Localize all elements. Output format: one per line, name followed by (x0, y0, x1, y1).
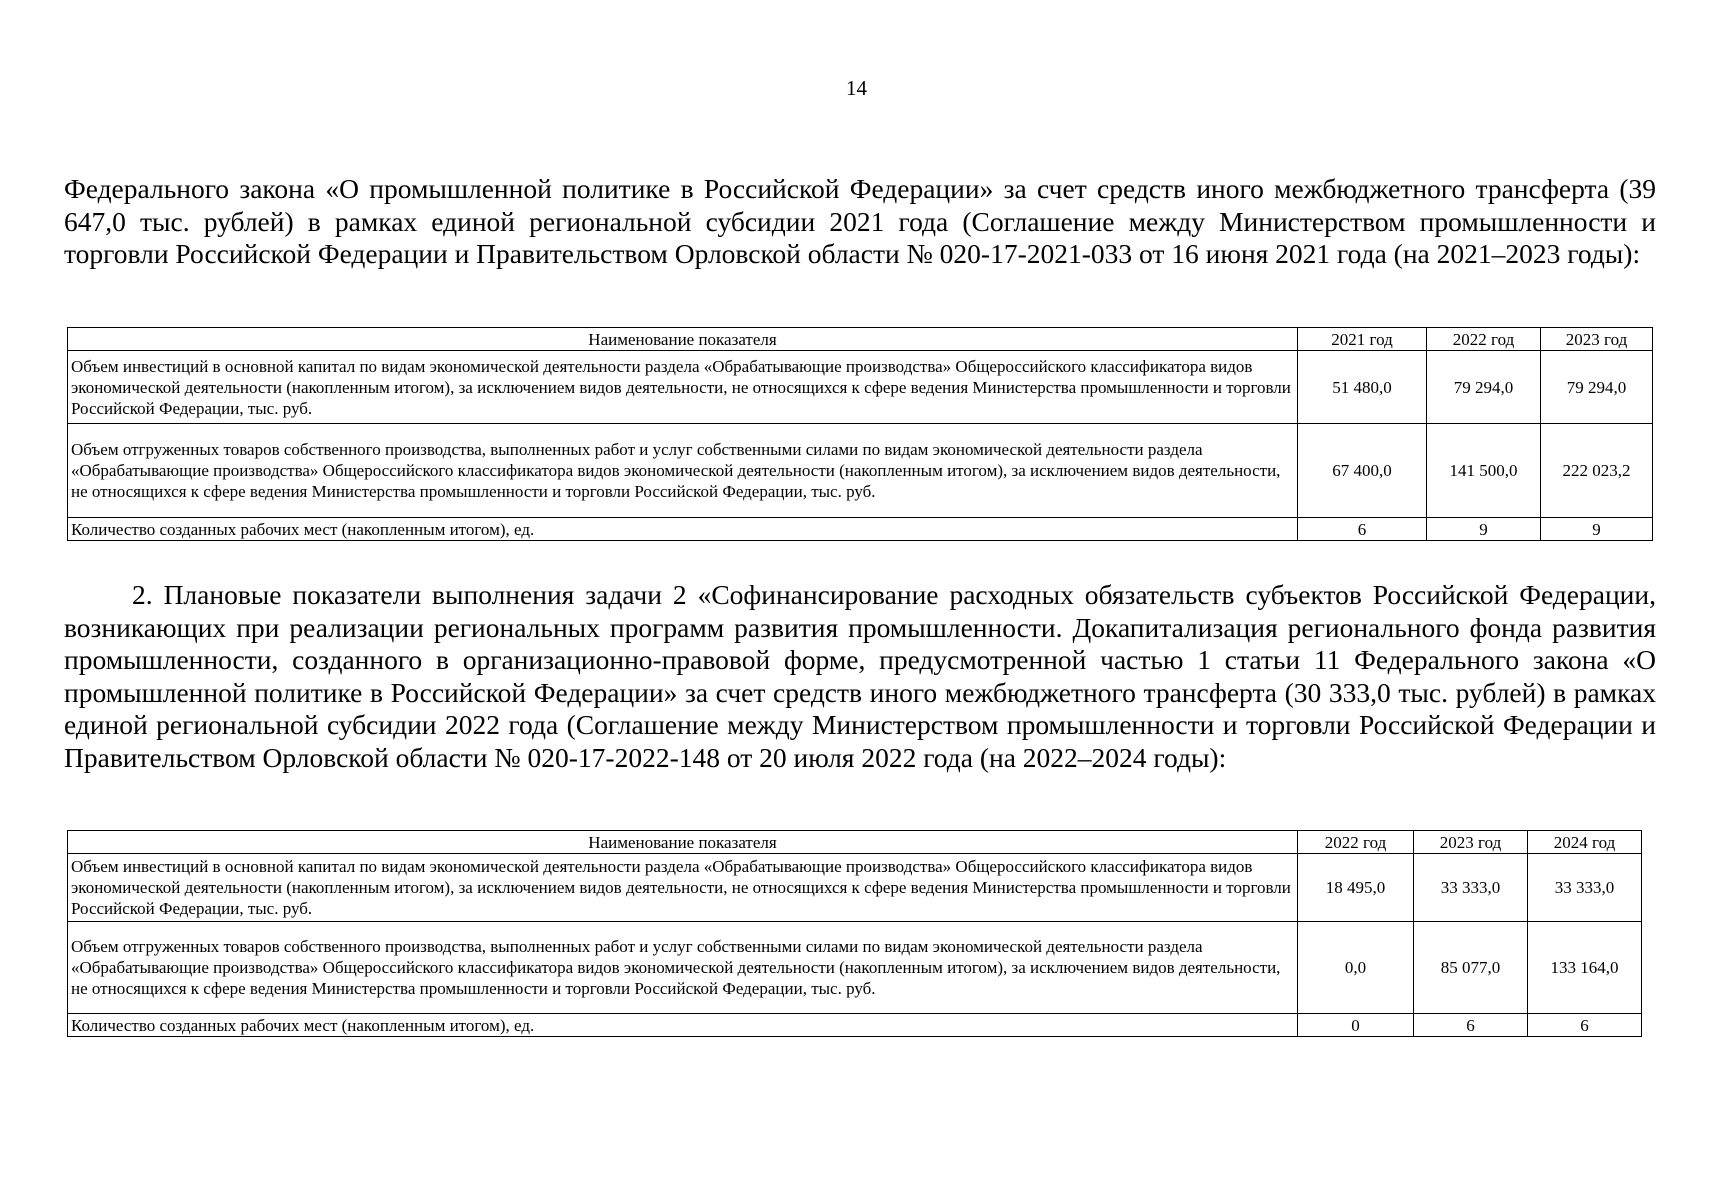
indicator-value: 33 333,0 (1528, 854, 1642, 922)
table-row (68, 922, 1642, 1014)
indicator-value: 67 400,0 (1298, 424, 1427, 518)
indicator-name: Объем инвестиций в основной капитал по видам экономической деятельности раздела «Обрабатывающие производства» Общероссийского классификатора видов экономической деятельности (накопленным итогом), за исключением видов деятельности, не относящихся к сфере ведения Министерства промышленности и торговли Российской Федерации, тыс. руб. (68, 854, 1298, 922)
indicator-value: 0 (1298, 1014, 1414, 1037)
indicator-value: 18 495,0 (1298, 854, 1414, 922)
indicator-value: 33 333,0 (1414, 854, 1528, 922)
column-header-year: 2023 год (1414, 831, 1528, 854)
indicator-name: Количество созданных рабочих мест (накопленным итогом), ед. (68, 1014, 1298, 1037)
indicator-value: 85 077,0 (1414, 922, 1528, 1014)
column-header-year: 2022 год (1427, 328, 1541, 351)
column-header-year: 2024 год (1528, 831, 1642, 854)
indicator-name: Объем отгруженных товаров собственного производства, выполненных работ и услуг собственными силами по видам экономической деятельности раздела «Обрабатывающие производства» Общероссийского классификатора видов экономической деятельности (накопленным итогом), за исключением видов деятельности, не относящихся к сфере ведения Министерства промышленности и торговли Российской Федерации, тыс. руб. (68, 922, 1298, 1014)
table-row (68, 351, 1653, 424)
column-header-year: 2023 год (1541, 328, 1653, 351)
indicators-table-1 (67, 327, 1653, 541)
indicator-value: 9 (1541, 518, 1653, 541)
indicator-value: 6 (1414, 1014, 1528, 1037)
column-header-indicator: Наименование показателя (68, 831, 1298, 854)
indicator-value: 51 480,0 (1298, 351, 1427, 424)
indicator-value: 222 023,2 (1541, 424, 1653, 518)
table-row (68, 424, 1653, 518)
paragraph-1: Федерального закона «О промышленной политике в Российской Федерации» за счет средств иного межбюджетного трансферта (39 647,0 тыс. рублей) в рамках единой региональной субсидии 2021 года (Соглашение между Министерством промышленности и торговли Российской Федерации и Правительством Орловской области № 020-17-2021-033 от 16 июня 2021 года (на 2021–2023 годы): (64, 173, 1656, 269)
indicator-name: Объем отгруженных товаров собственного производства, выполненных работ и услуг собственными силами по видам экономической деятельности раздела «Обрабатывающие производства» Общероссийского классификатора видов экономической деятельности (накопленным итогом), за исключением видов деятельности, не относящихся к сфере ведения Министерства промышленности и торговли Российской Федерации, тыс. руб. (68, 424, 1298, 518)
table-row (68, 854, 1642, 922)
column-header-indicator: Наименование показателя (68, 328, 1298, 351)
indicators-table-2 (67, 830, 1642, 1037)
paragraph-2: 2. Плановые показатели выполнения задачи 2 «Софинансирование расходных обязательств субъектов Российской Федерации, возникающих при реализации региональных программ развития промышленности. Докапитализация регионального фонда развития промышленности, созданного в организационно-правовой форме, предусмотренной частью 1 статьи 11 Федерального закона «О промышленной политике в Российской Федерации» за счет средств иного межбюджетного трансферта (30 333,0 тыс. рублей) в рамках единой региональной субсидии 2022 года (Соглашение между Министерством промышленности и торговли Российской Федерации и Правительством Орловской области № 020-17-2022-148 от 20 июля 2022 года (на 2022–2024 годы): (64, 579, 1656, 773)
column-header-year: 2021 год (1298, 328, 1427, 351)
indicator-value: 6 (1528, 1014, 1642, 1037)
indicator-name: Объем инвестиций в основной капитал по видам экономической деятельности раздела «Обрабатывающие производства» Общероссийского классификатора видов экономической деятельности (накопленным итогом), за исключением видов деятельности, не относящихся к сфере ведения Министерства промышленности и торговли Российской Федерации, тыс. руб. (68, 351, 1298, 424)
indicator-value: 133 164,0 (1528, 922, 1642, 1014)
indicator-name: Количество созданных рабочих мест (накопленным итогом), ед. (68, 518, 1298, 541)
table-header-row (68, 328, 1653, 351)
indicator-value: 6 (1298, 518, 1427, 541)
indicator-value: 141 500,0 (1427, 424, 1541, 518)
table-row (68, 518, 1653, 541)
table-row (68, 1014, 1642, 1037)
column-header-year: 2022 год (1298, 831, 1414, 854)
table-header-row (68, 831, 1642, 854)
indicator-value: 0,0 (1298, 922, 1414, 1014)
indicator-value: 79 294,0 (1541, 351, 1653, 424)
indicator-value: 79 294,0 (1427, 351, 1541, 424)
page-number: 14 (846, 76, 867, 100)
indicator-value: 9 (1427, 518, 1541, 541)
